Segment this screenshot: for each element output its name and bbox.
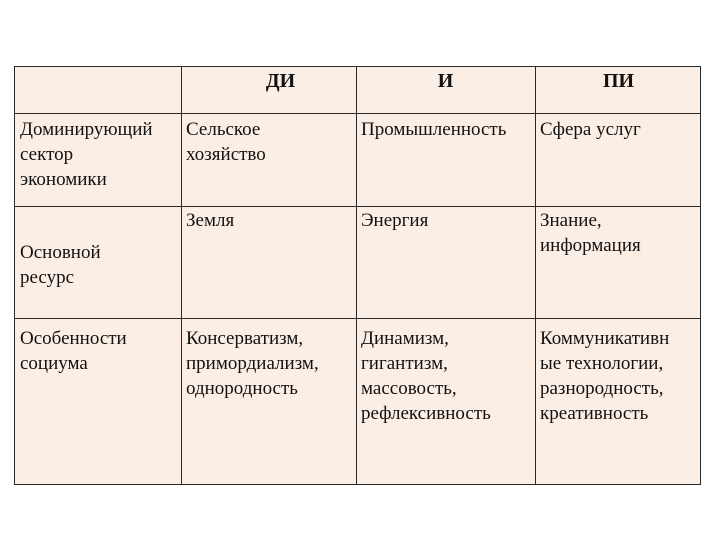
cell-resource-pi: Знание, информация xyxy=(540,210,641,256)
header-di xyxy=(181,69,356,94)
row-label-society: Особенности социума xyxy=(20,328,127,374)
column-divider xyxy=(356,67,357,484)
header-i-label: И xyxy=(437,70,454,92)
header-di-label: ДИ xyxy=(265,70,296,92)
cell-society-i: Динамизм, гигантизм, массовость, рефлексивность xyxy=(361,328,491,424)
cell-sector-i: Промышленность xyxy=(361,119,507,140)
cell-sector-pi: Сфера услуг xyxy=(540,119,641,140)
column-divider xyxy=(181,67,182,484)
comparison-table xyxy=(14,66,701,485)
cell-resource-i: Энергия xyxy=(361,210,429,231)
cell-society-pi: Коммуникативн ые технологии, разнородность, креативность xyxy=(540,328,670,424)
header-pi-label: ПИ xyxy=(602,70,635,92)
column-divider xyxy=(535,67,536,484)
row-divider xyxy=(15,318,700,319)
row-divider xyxy=(15,113,700,114)
cell-resource-di: Земля xyxy=(186,210,235,231)
cell-sector-di: Сельское хозяйство xyxy=(186,119,266,165)
row-divider xyxy=(15,206,700,207)
cell-society-di: Консерватизм, примордиализм, однородность xyxy=(186,328,319,399)
header-i xyxy=(356,69,535,94)
header-pi xyxy=(535,69,702,94)
row-label-resource: Основной ресурс xyxy=(20,242,101,288)
row-label-sector: Доминирующий сектор экономики xyxy=(20,119,153,190)
